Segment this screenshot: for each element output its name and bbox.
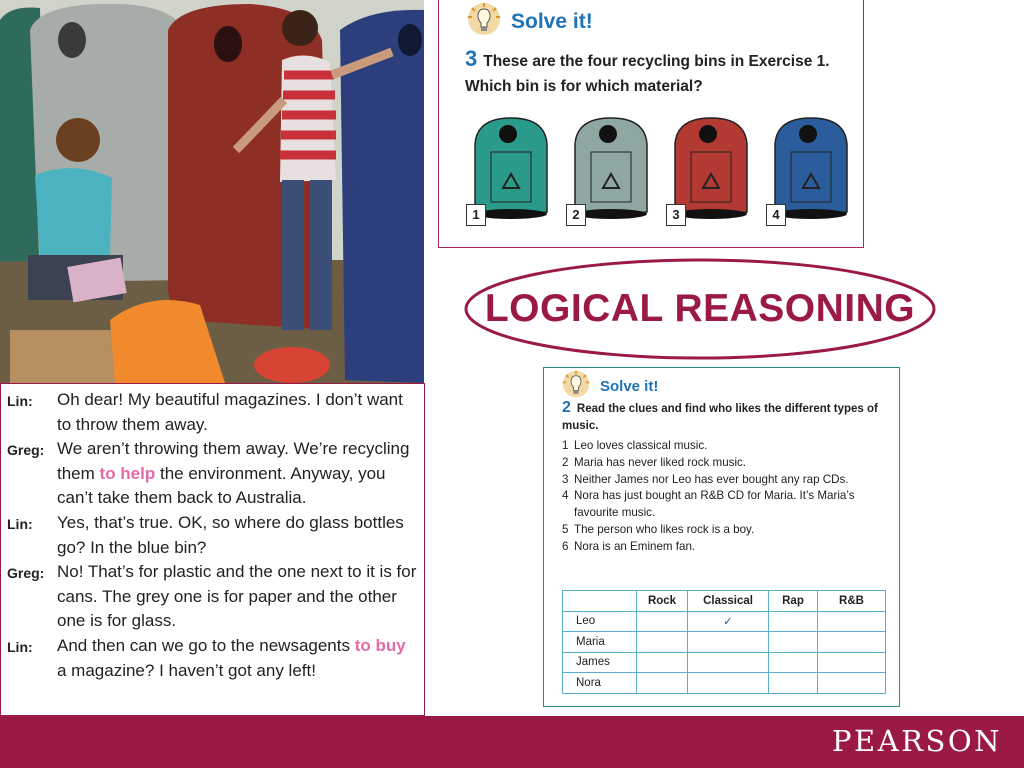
clue-item (562, 438, 892, 455)
answer-cell[interactable] (688, 632, 769, 653)
clue-item (562, 522, 892, 539)
recycling-question (465, 46, 855, 99)
speech-text (57, 437, 418, 511)
music-grid-table (562, 590, 886, 694)
speaker-label: Lin: (7, 393, 33, 409)
table-row (563, 632, 886, 653)
clue-number: 4 (562, 489, 569, 503)
solve-it-music-box (543, 367, 900, 707)
highlighted-phrase: to buy (354, 635, 406, 655)
clue-text: Nora is an Eminem fan. (574, 539, 696, 553)
speech-text (57, 560, 418, 634)
question-text: Read the clues and find who likes the different types of music. (562, 403, 878, 432)
answer-cell[interactable] (769, 673, 818, 694)
answer-cell[interactable] (769, 632, 818, 653)
speech-text (57, 634, 418, 683)
speech-fragment: And then can we go to the newsagents (57, 635, 355, 655)
speech-text (57, 511, 418, 560)
bin-number-label: 2 (566, 204, 586, 226)
highlighted-phrase: to help (99, 463, 156, 483)
footer-bar (0, 716, 1024, 768)
exercise-number: 2 (562, 399, 571, 416)
clue-number: 3 (562, 472, 569, 486)
solve-it-title: Solve it! (511, 9, 593, 33)
dialogue-line (7, 634, 418, 683)
answer-cell[interactable]: ✓ (688, 611, 769, 632)
clue-item (562, 488, 892, 522)
answer-cell[interactable] (818, 673, 886, 694)
clue-item (562, 455, 892, 472)
recycling-photo-illustration (0, 0, 424, 383)
clue-text: Neither James nor Leo has ever bought any rap CDs. (574, 472, 849, 486)
brand-logo: PEARSON (832, 724, 1002, 758)
solve-it-header (467, 2, 593, 41)
dialogue-line (7, 560, 418, 634)
row-name: James (563, 652, 637, 673)
answer-cell[interactable] (637, 652, 688, 673)
solve-it-recycling-box (438, 0, 864, 248)
speech-fragment: We aren’t throwing them away. We’re recycling them (57, 439, 410, 483)
table-header-row (563, 591, 886, 612)
table-row (563, 652, 886, 673)
clue-text: Nora has just bought an R&B CD for Maria. It’s Maria’s favourite music. (574, 489, 855, 520)
answer-cell[interactable] (637, 673, 688, 694)
table-row (563, 673, 886, 694)
logical-reasoning-banner (463, 257, 937, 361)
row-name: Nora (563, 673, 637, 694)
logical-reasoning-title: LOGICAL REASONING (484, 287, 916, 330)
column-header: Classical (688, 591, 769, 612)
dialogue-line (7, 437, 418, 511)
speech-fragment: the environment. Anyway, you can’t take them back to Australia. (57, 463, 386, 508)
answer-cell[interactable] (688, 652, 769, 673)
dialogue-line (7, 388, 418, 437)
answer-cell[interactable] (769, 611, 818, 632)
dialogue-box (0, 383, 425, 716)
answer-cell[interactable] (818, 611, 886, 632)
clue-text: The person who likes rock is a boy. (574, 522, 755, 536)
clue-number: 5 (562, 522, 569, 536)
question-text: These are the four recycling bins in Exercise 1. Which bin is for which material? (465, 53, 830, 95)
column-header: R&B (818, 591, 886, 612)
speech-text (57, 388, 418, 437)
recycling-bin-3 (669, 114, 753, 224)
answer-cell[interactable] (637, 611, 688, 632)
clue-text: Maria has never liked rock music. (574, 455, 747, 469)
speech-fragment: Oh dear! My beautiful magazines. I don’t want to throw them away. (57, 390, 403, 434)
bin-number-label: 1 (466, 204, 486, 226)
dialogue-line (7, 511, 418, 560)
clue-text: Leo loves classical music. (574, 439, 708, 452)
lightbulb-icon (467, 2, 501, 41)
clue-item (562, 472, 892, 489)
speech-fragment: No! That’s for plastic and the one next to it is for cans. The grey one is for paper and the other one is for glass. (57, 562, 417, 631)
speaker-label: Lin: (7, 638, 33, 655)
answer-cell[interactable] (637, 632, 688, 653)
speech-fragment: Yes, that’s true. OK, so where do glass bottles go? In the blue bin? (57, 512, 404, 557)
exercise-number: 3 (465, 46, 478, 71)
answer-cell[interactable] (688, 673, 769, 694)
table-row (563, 611, 886, 632)
clue-list (562, 438, 892, 556)
speech-fragment: a magazine? I haven’t got any left! (57, 660, 316, 680)
answer-cell[interactable] (769, 652, 818, 673)
speaker-label: Greg: (7, 565, 45, 582)
recycling-photo (0, 0, 424, 383)
bin-number-label: 3 (666, 204, 686, 226)
clue-number: 1 (562, 439, 569, 452)
solve-it-title: Solve it! (600, 378, 659, 395)
speaker-label: Greg: (7, 442, 45, 459)
bin-number-label: 4 (766, 204, 786, 226)
clue-number: 2 (562, 455, 569, 469)
recycling-bin-4 (769, 114, 853, 224)
answer-cell[interactable] (818, 652, 886, 673)
column-header: Rap (769, 591, 818, 612)
recycling-bin-1 (469, 114, 553, 224)
solve-it-header (562, 370, 658, 403)
column-header (563, 591, 637, 612)
row-name: Maria (563, 632, 637, 653)
answer-cell[interactable] (818, 632, 886, 653)
clue-number: 6 (562, 539, 569, 553)
speaker-label: Lin: (7, 515, 33, 532)
recycling-bin-2 (569, 114, 653, 224)
music-question (562, 400, 892, 434)
column-header: Rock (637, 591, 688, 612)
row-name: Leo (563, 611, 637, 632)
clue-item (562, 539, 892, 556)
